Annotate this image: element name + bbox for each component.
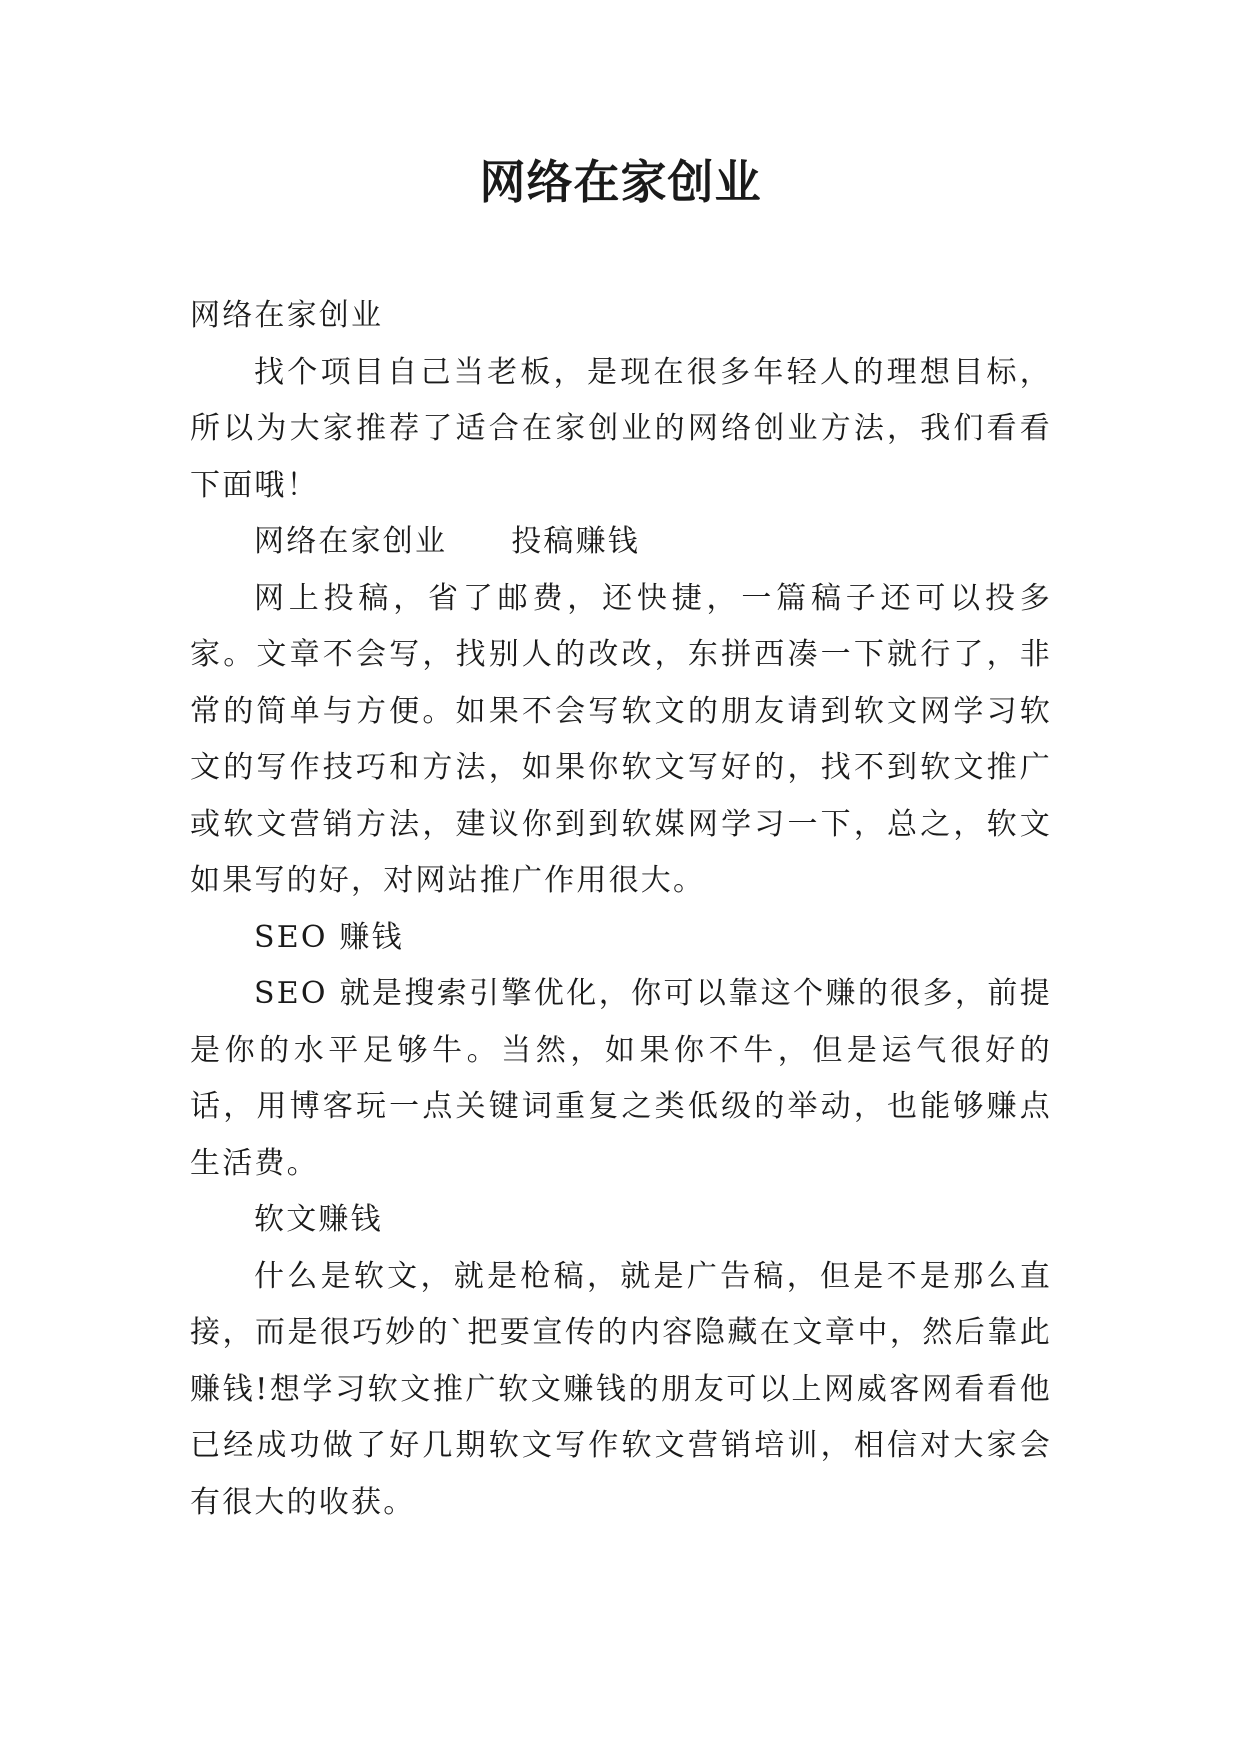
section-heading-part-1: 网络在家创业 xyxy=(254,524,448,559)
section-heading-part-2: 投稿赚钱 xyxy=(511,524,641,559)
paragraph-intro: 找个项目自己当老板，是现在很多年轻人的理想目标，所以为大家推荐了适合在家创业的网络创业方法，我们看看下面哦！ xyxy=(190,354,1052,503)
paragraph-submission: 网上投稿，省了邮费，还快捷，一篇稿子还可以投多家。文章不会写，找别人的改改，东拼西凑一下就行了，非常的简单与方便。如果不会写软文的朋友请到软文网学习软文的写作技巧和方法，如果你软文写好的，找不到软文推广或软文营销方法，建议你到到软媒网学习一下，总之，软文如果写的好，对网站推广作用很大。 xyxy=(190,580,1052,898)
paragraph-seo: SEO 就是搜索引擎优化，你可以靠这个赚的很多，前提是你的水平足够牛。当然，如果你不牛，但是运气很好的话，用博客玩一点关键词重复之类低级的举动，也能够赚点生活费。 xyxy=(190,976,1052,1181)
paragraph-section-heading xyxy=(190,514,1052,571)
paragraph-heading: 网络在家创业 xyxy=(190,298,384,333)
paragraph-seo-heading: SEO 赚钱 xyxy=(254,919,404,955)
document-title: 网络在家创业 xyxy=(479,155,762,209)
paragraph-softarticle: 什么是软文，就是枪稿，就是广告稿，但是不是那么直接，而是很巧妙的`把要宣传的内容隐藏在文章中，然后靠此赚钱!想学习软文推广软文赚钱的朋友可以上网威客网看看他已经成功做了好几期软文写作软文营销培训，相信对大家会有很大的收获。 xyxy=(190,1258,1052,1520)
document-body xyxy=(190,288,1052,1531)
paragraph-softarticle-heading: 软文赚钱 xyxy=(254,1202,383,1237)
